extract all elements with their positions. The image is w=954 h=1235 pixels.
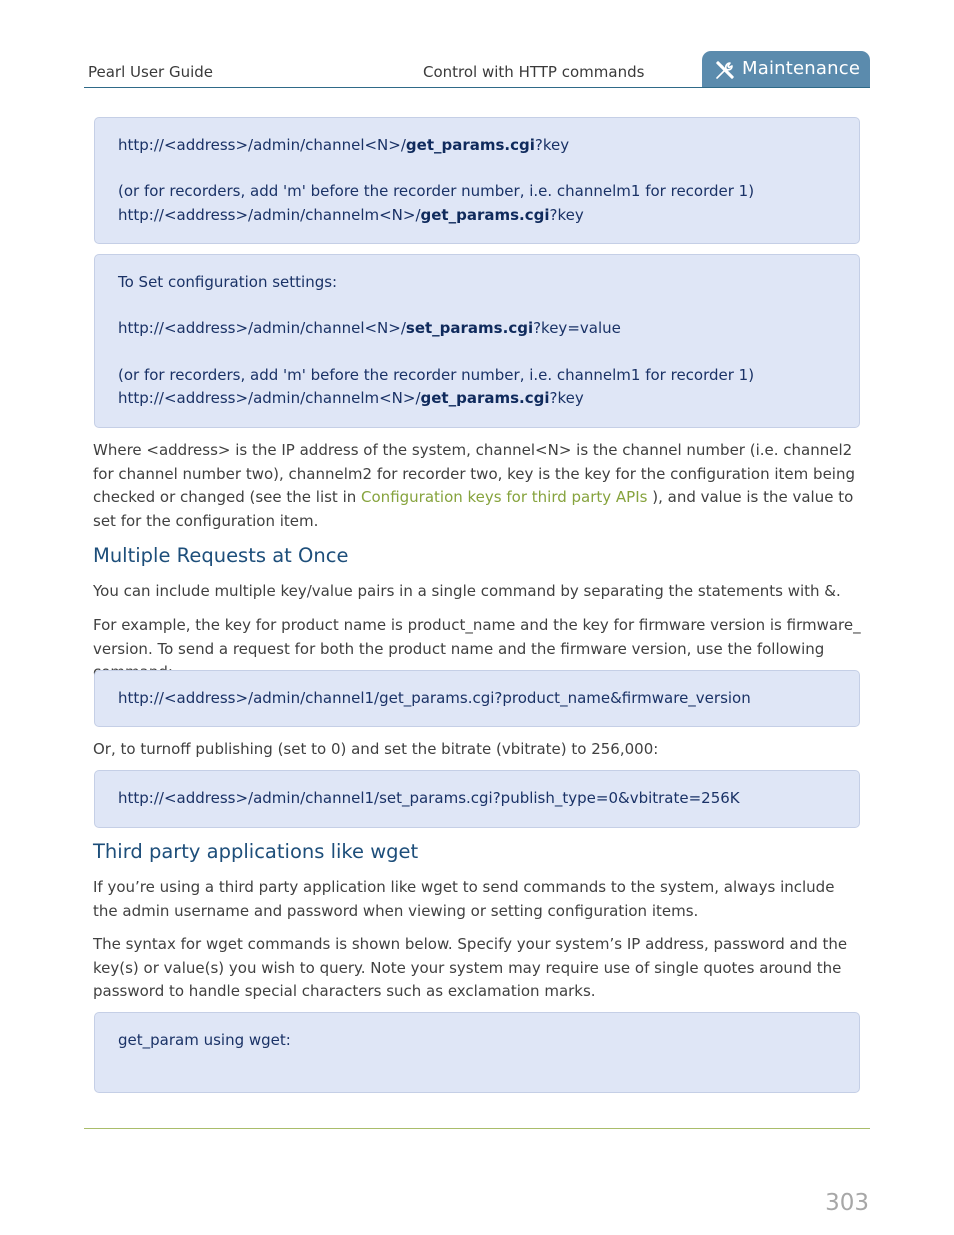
code-box-wget: [94, 1012, 860, 1093]
tools-icon: [714, 59, 736, 81]
paragraph: You can include multiple key/value pairs in a single command by separating the statements with &.: [93, 582, 841, 600]
page-header: [84, 51, 870, 88]
code-box-multi-get: [94, 670, 860, 727]
code-note: (or for recorders, add 'm' before the recorder number, i.e. channelm1 for recorder 1): [118, 366, 755, 384]
heading-multiple-requests: Multiple Requests at Once: [93, 544, 349, 567]
code-line: http://<address>/admin/channel1/get_params.cgi?product_name&firmware_version: [118, 689, 751, 707]
maintenance-tab: [702, 51, 870, 88]
page-number: 303: [825, 1190, 869, 1216]
paragraph: If you’re using a third party application like wget to send commands to the system, always include the admin username and password when viewing or setting configuration items.: [93, 878, 835, 920]
code-line: http://<address>/admin/channelm<N>/get_params.cgi?key: [118, 389, 584, 407]
config-keys-link[interactable]: Configuration keys for third party APIs: [361, 488, 648, 506]
code-line: http://<address>/admin/channelm<N>/get_params.cgi?key: [118, 206, 584, 224]
section-title: Control with HTTP commands: [423, 63, 645, 81]
where-paragraph: Where <address> is the IP address of the system, channel<N> is the channel number (i.e. channel2 for channel number two), channelm2 for recorder two, key is the key for the configuration item being checked or changed (see the list in Configuration keys for third party APIs ), and value is the value to set for the configuration item.: [93, 441, 855, 530]
code-line: http://<address>/admin/channel<N>/get_params.cgi?key: [118, 136, 570, 154]
code-heading: get_param using wget:: [118, 1031, 291, 1049]
heading-third-party: Third party applications like wget: [93, 840, 419, 863]
paragraph: For example, the key for product name is product_name and the key for firmware version is firmware_ version. To send a request for both the product name and the firmware version, use the following: [93, 616, 861, 658]
header-divider: [84, 87, 870, 88]
footer-divider: [84, 1128, 870, 1129]
code-box-get-params: [94, 117, 860, 244]
code-box-multi-set: [94, 770, 860, 828]
code-line: http://<address>/admin/channel<N>/set_params.cgi?key=value: [118, 319, 621, 337]
guide-title: Pearl User Guide: [88, 63, 214, 81]
code-line: http://<address>/admin/channel1/set_params.cgi?publish_type=0&vbitrate=256K: [118, 789, 740, 807]
tab-label: Maintenance: [742, 58, 861, 79]
paragraph: The syntax for wget commands is shown below. Specify your system’s IP address, password and the key(s) or value(s) you wish to query. Note your system may require use of single quotes around the password to handle special characters such as exclamation marks.: [93, 935, 848, 1000]
code-heading: To Set configuration settings:: [118, 273, 338, 291]
code-note: (or for recorders, add 'm' before the recorder number, i.e. channelm1 for recorder 1): [118, 182, 755, 200]
code-box-set-params: [94, 254, 860, 428]
paragraph: Or, to turnoff publishing (set to 0) and set the bitrate (vbitrate) to 256,000:: [93, 740, 659, 758]
